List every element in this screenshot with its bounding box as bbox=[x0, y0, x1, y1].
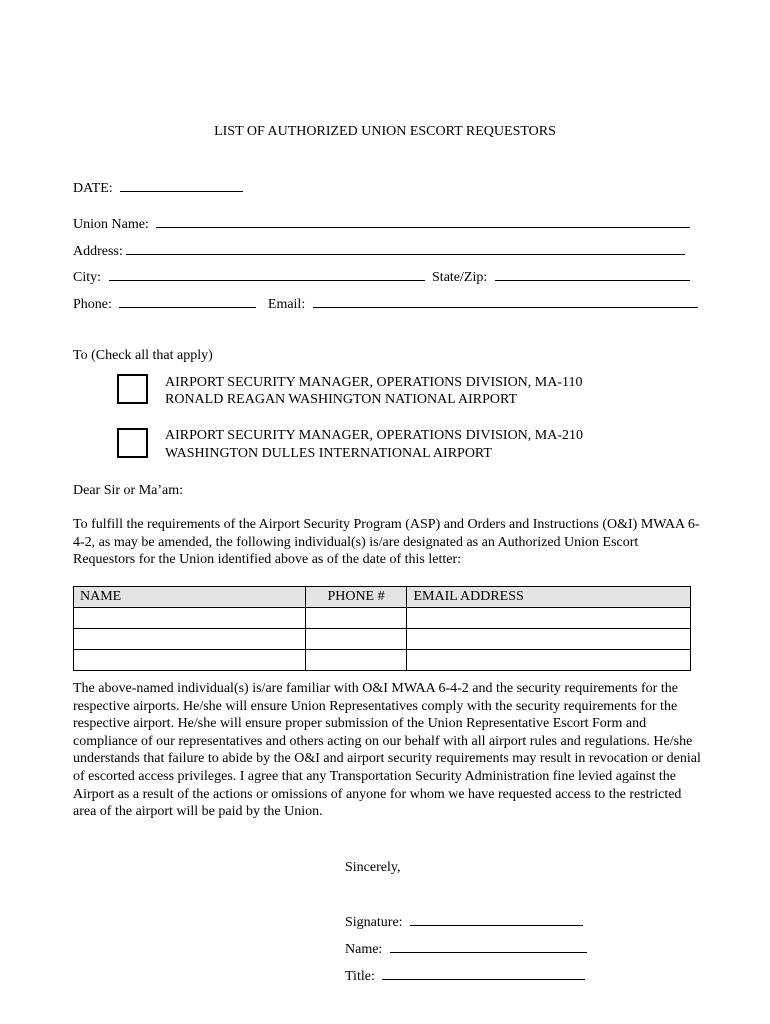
recipient-option-2-line1: AIRPORT SECURITY MANAGER, OPERATIONS DIVISION, MA-210 bbox=[165, 428, 584, 443]
intro-paragraph: To fulfill the requirements of the Airport Security Program (ASP) and Orders and Instructions (O&I) MWAA 6-4-2, as may be amended, the following individual(s) is/are designated as an Authorized Union Escort Requestors for the Union identified above as of the date of this letter: bbox=[73, 517, 700, 568]
recipient-option-1-line1: AIRPORT SECURITY MANAGER, OPERATIONS DIVISION, MA-110 bbox=[165, 375, 583, 390]
email-cell[interactable] bbox=[407, 650, 691, 671]
requestors-table bbox=[73, 586, 691, 671]
closing-sincerely: Sincerely, bbox=[345, 860, 401, 875]
city-label: City: bbox=[73, 270, 102, 285]
address-row bbox=[73, 240, 685, 260]
closing-title-field[interactable] bbox=[382, 965, 585, 980]
phone-field[interactable] bbox=[119, 293, 256, 308]
address-label: Address: bbox=[73, 244, 123, 259]
recipients-intro: To (Check all that apply) bbox=[73, 348, 213, 363]
signature-label: Signature: bbox=[345, 915, 403, 930]
name-cell[interactable] bbox=[74, 650, 306, 671]
page-title: LIST OF AUTHORIZED UNION ESCORT REQUESTORS bbox=[214, 124, 556, 139]
table-row bbox=[74, 608, 691, 629]
phone-cell[interactable] bbox=[305, 629, 407, 650]
checkbox-dulles-international[interactable] bbox=[117, 428, 148, 458]
signature-row bbox=[345, 911, 583, 931]
table-header-row bbox=[74, 587, 691, 608]
phone-email-row bbox=[73, 293, 698, 313]
closing-name-field[interactable] bbox=[390, 938, 587, 953]
email-label: Email: bbox=[267, 297, 306, 312]
email-cell[interactable] bbox=[407, 629, 691, 650]
city-field[interactable] bbox=[109, 266, 425, 281]
table-row bbox=[74, 629, 691, 650]
email-field[interactable] bbox=[313, 293, 698, 308]
table-row bbox=[74, 650, 691, 671]
state-zip-label: State/Zip: bbox=[432, 270, 488, 285]
union-name-row bbox=[73, 213, 690, 233]
state-zip-field[interactable] bbox=[495, 266, 690, 281]
salutation: Dear Sir or Ma’am: bbox=[73, 483, 184, 498]
address-field[interactable] bbox=[126, 240, 685, 255]
closing-name-label: Name: bbox=[345, 942, 383, 957]
column-header-email: EMAIL ADDRESS bbox=[407, 587, 691, 608]
phone-cell[interactable] bbox=[305, 650, 407, 671]
date-field[interactable] bbox=[120, 177, 243, 192]
union-name-field[interactable] bbox=[156, 213, 690, 228]
city-state-row bbox=[73, 266, 690, 286]
date-label: DATE: bbox=[73, 181, 113, 196]
column-header-name: NAME bbox=[74, 587, 306, 608]
phone-label: Phone: bbox=[73, 297, 112, 312]
column-header-phone: PHONE # bbox=[305, 587, 407, 608]
recipient-option-2-line2: WASHINGTON DULLES INTERNATIONAL AIRPORT bbox=[165, 446, 492, 461]
recipient-option-1-line2: RONALD REAGAN WASHINGTON NATIONAL AIRPORT bbox=[165, 392, 518, 407]
closing-title-label: Title: bbox=[345, 969, 375, 984]
date-row bbox=[73, 177, 243, 197]
phone-cell[interactable] bbox=[305, 608, 407, 629]
terms-paragraph: The above-named individual(s) is/are familiar with O&I MWAA 6-4-2 and the security requirements for the respective airports. He/she will ensure Union Representatives comply with the security requirements for the respective airport. He/she will ensure proper submission of the Union Representative Escort Form and compliance of our representatives and others acting on our behalf with all airport rules and regulations. He/she understands that failure to abide by the O&I and airport security requirements may result in revocation or denial of escorted access privileges. I agree that any Transportation Security Administration fine levied against the Airport as a result of the actions or omissions of anyone for whom we have requested access to the restricted area of the airport will be paid by the Union. bbox=[73, 681, 701, 820]
signature-field[interactable] bbox=[410, 911, 583, 926]
union-name-label: Union Name: bbox=[73, 217, 149, 232]
name-row bbox=[345, 938, 587, 958]
name-cell[interactable] bbox=[74, 608, 306, 629]
title-row bbox=[345, 965, 585, 985]
name-cell[interactable] bbox=[74, 629, 306, 650]
email-cell[interactable] bbox=[407, 608, 691, 629]
checkbox-reagan-national[interactable] bbox=[117, 374, 148, 404]
